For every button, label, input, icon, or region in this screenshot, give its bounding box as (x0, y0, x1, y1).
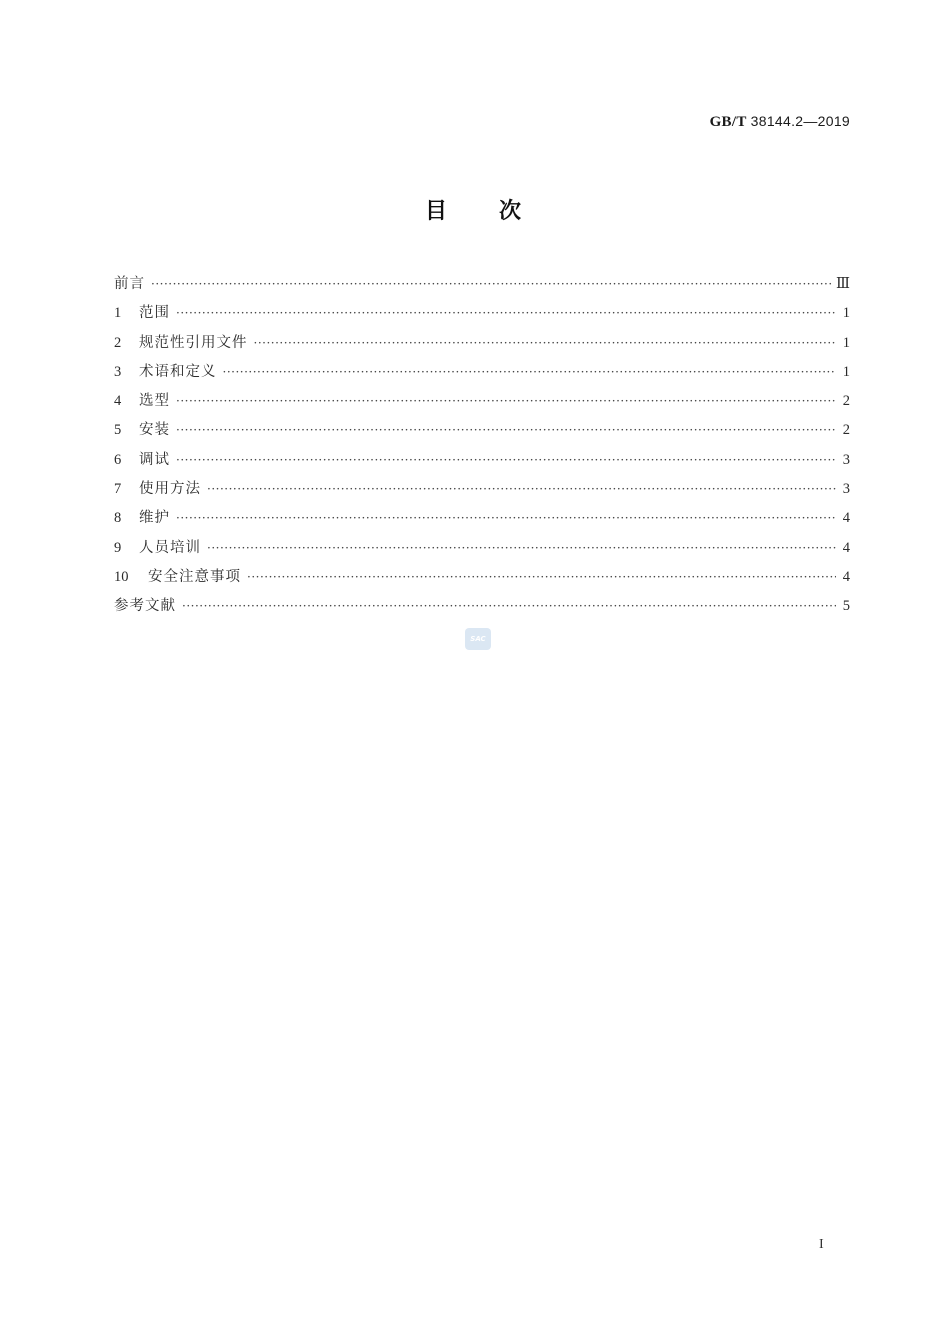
watermark-text: SAC (470, 635, 486, 643)
toc-leader-dots (151, 274, 832, 294)
standard-prefix: GB/T (709, 114, 747, 130)
toc-entry-number: 4 (114, 393, 122, 410)
toc-entry-page: 3 (842, 481, 850, 498)
toc-entry-page: 2 (842, 393, 850, 410)
toc-leader-dots (176, 508, 836, 528)
toc-entry-label: 范围 (139, 305, 170, 322)
toc-entry-number: 7 (114, 481, 122, 498)
toc-leader-dots (176, 303, 836, 323)
toc-entry-number: 5 (114, 422, 122, 439)
toc-entry-label: 人员培训 (139, 539, 201, 556)
toc-entry-page: 4 (842, 568, 850, 585)
toc-entry-label: 规范性引用文件 (139, 334, 248, 351)
toc-entry-maintenance[interactable] (114, 508, 850, 537)
toc-leader-dots (176, 450, 836, 470)
toc-leader-dots (176, 391, 836, 411)
toc-entry-page: 3 (842, 451, 850, 468)
toc-leader-dots (207, 538, 836, 558)
toc-entry-label: 术语和定义 (139, 363, 217, 380)
toc-entry-terms-definitions[interactable] (114, 362, 850, 391)
toc-entry-label: 前言 (114, 276, 145, 292)
toc-entry-selection[interactable] (114, 391, 850, 420)
toc-entry-page: 1 (842, 305, 850, 322)
toc-entry-label: 安全注意事项 (148, 568, 241, 585)
toc-leader-dots (182, 596, 836, 616)
toc-entry-number: 8 (114, 510, 122, 527)
toc-entry-page: 2 (842, 422, 850, 439)
toc-entry-usage[interactable] (114, 479, 850, 508)
toc-entry-page: Ⅲ (836, 276, 850, 292)
toc-entry-normative-references[interactable] (114, 333, 850, 362)
toc-entry-number: 1 (114, 305, 122, 322)
toc-entry-number: 6 (114, 451, 122, 468)
toc-entry-page: 1 (842, 363, 850, 380)
toc-entry-number: 3 (114, 363, 122, 380)
standard-number: 38144.2—2019 (750, 113, 850, 129)
toc-entry-page: 4 (842, 539, 850, 556)
toc-entry-label: 调试 (139, 451, 170, 468)
standard-code (710, 113, 850, 131)
toc-entry-label: 安装 (139, 422, 170, 439)
toc-entry-page: 5 (842, 598, 850, 615)
toc-leader-dots (223, 362, 837, 382)
toc-entry-page: 1 (842, 334, 850, 351)
toc-entry-number: 9 (114, 539, 122, 556)
toc-entry-installation[interactable] (114, 420, 850, 449)
toc-entry-label: 使用方法 (139, 481, 201, 498)
toc-entry-bibliography[interactable] (114, 596, 850, 625)
toc-leader-dots (207, 479, 836, 499)
table-of-contents (114, 274, 850, 626)
toc-entry-safety[interactable] (114, 567, 850, 596)
sac-logo-icon (465, 628, 491, 650)
toc-title: 目次 (424, 199, 573, 224)
toc-entry-page: 4 (842, 510, 850, 527)
page-number: I (819, 1237, 824, 1252)
toc-entry-foreword[interactable] (114, 274, 850, 303)
toc-entry-number: 2 (114, 334, 122, 351)
toc-leader-dots (254, 333, 837, 353)
toc-leader-dots (247, 567, 836, 587)
toc-leader-dots (176, 420, 836, 440)
toc-entry-commissioning[interactable] (114, 450, 850, 479)
toc-entry-scope[interactable] (114, 303, 850, 332)
toc-entry-label: 选型 (139, 393, 170, 410)
toc-entry-label: 参考文献 (114, 598, 176, 615)
toc-entry-number: 10 (114, 568, 129, 585)
toc-entry-label: 维护 (139, 510, 170, 527)
toc-entry-training[interactable] (114, 538, 850, 567)
